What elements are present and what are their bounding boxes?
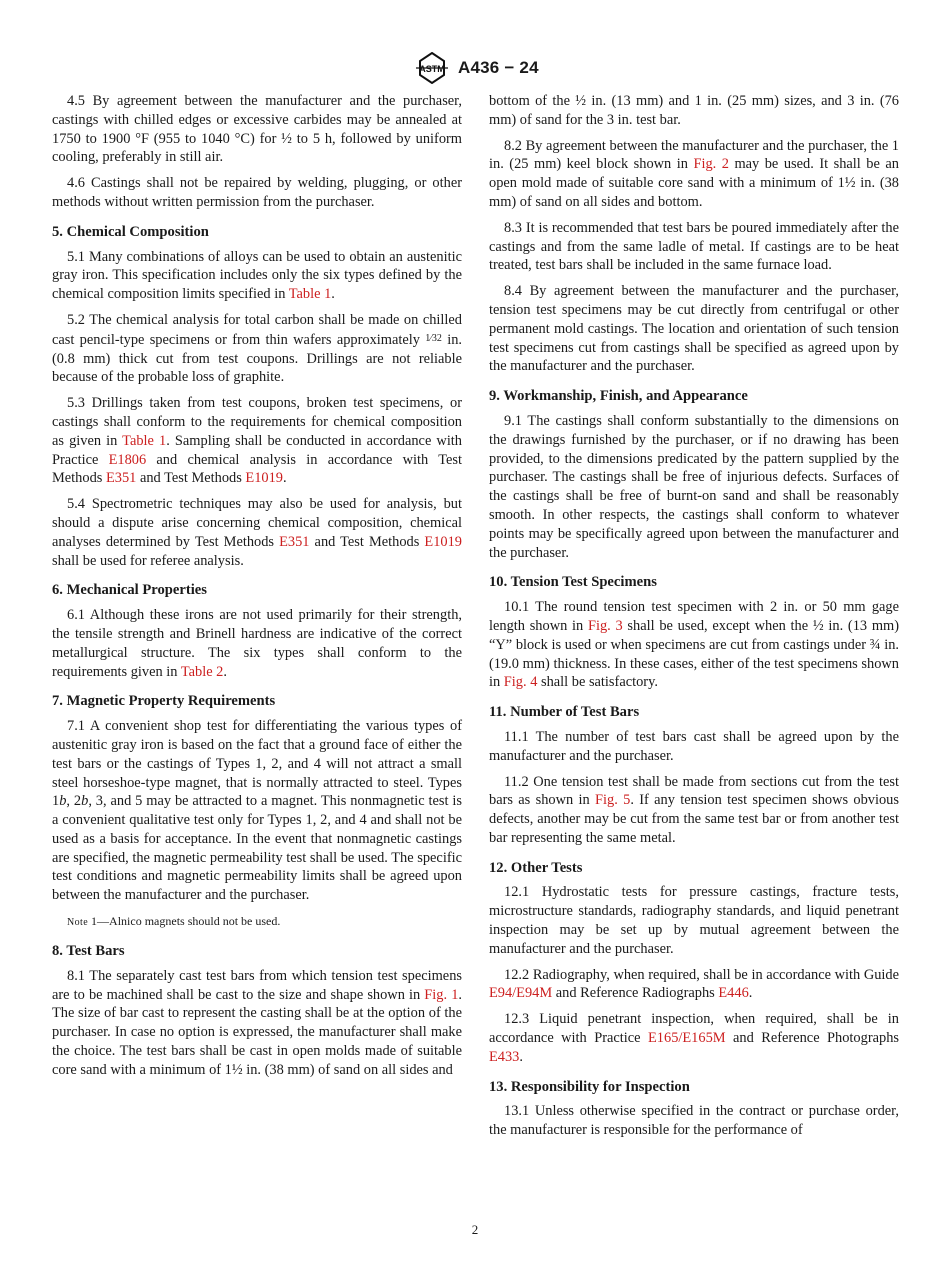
para-8-3: 8.3 It is recommended that test bars be poured immediately after the castings and from the same ladle of metal. If castings are to be heat treated, test bars shall be included in the same furnace load. — [489, 219, 899, 274]
para-9-1: 9.1 The castings shall conform substantially to the dimensions on the drawings furnished by the purchaser, or if no drawing has been provided, to the dimensions predicated by the pattern supplied by the purchaser. The castings shall be free of injurious defects. Surfaces of the castings shall be free of burnt-on sand and shall be reasonably smooth. In other respects, the castings shall conform to whatever points may be specifically agreed upon between the manufacturer and the purchaser. — [489, 412, 899, 561]
link-e433[interactable]: E433 — [489, 1048, 520, 1065]
link-e165[interactable]: E165/E165M — [648, 1030, 726, 1047]
para-8-1: 8.1 The separately cast test bars from which tension test specimens are to be machined shall be cast to the size and shape shown in Fig. 1. The size of bar cast to represent the casting shall be at the option of the purchaser. In case no option is expressed, the manufacturer shall make the choice. The test bars shall be cast in open molds made of suitable core sand with a minimum of 1½ in. (38 mm) of sand on all sides and — [52, 967, 462, 1078]
para-13-1: 13.1 Unless otherwise specified in the contract or purchase order, the manufacturer is responsible for the performance of — [489, 1103, 899, 1139]
link-fig-3[interactable]: Fig. 3 — [587, 617, 623, 634]
heading-responsibility-for-inspection: 13. Responsibility for Inspection — [489, 1078, 690, 1095]
para-5-3: 5.3 Drillings taken from test coupons, broken test specimens, or castings shall conform to the requirements for chemical composition as given in Table 1. Sampling shall be conducted in accordance with Practice E1806 and chemical analysis in accordance with Test Methods E351 and Test Methods E1019. — [52, 395, 463, 487]
para-11-2: 11.2 One tension test shall be made from sections cut from the test bars as shown in Fig. 5. If any tension test specimen shows obvious defects, another may be cut from the same test bar or from another test bar representing the same metal. — [489, 773, 899, 846]
heading-number-of-test-bars: 11. Number of Test Bars — [489, 704, 640, 721]
heading-test-bars: 8. Test Bars — [52, 943, 125, 960]
para-8-4: 8.4 By agreement between the manufacturer and the purchaser, tension test specimens may be cut directly from centrifugal or other permanent mold castings. The location and orientation of such tension test specimens cut from castings shall be specified as agreed upon by the manufacturer and the purchaser. — [489, 283, 899, 375]
link-fig-4[interactable]: Fig. 4 — [503, 674, 538, 691]
para-12-3: 12.3 Liquid penetrant inspection, when required, shall be in accordance with Practice E165/E165M and Reference Photographs E433. — [489, 1011, 899, 1065]
astm-logo-icon — [412, 52, 452, 84]
para-6-1: 6.1 Although these irons are not used primarily for their strength, the tensile strength and Brinell hardness are indicative of the correct metallurgical structure. The six types shall conform to the requirements given in Table 2. — [52, 607, 462, 680]
para-8-2: 8.2 By agreement between the manufacturer and the purchaser, the 1 in. (25 mm) keel block shown in Fig. 2 may be used. It shall be an open mold made of suitable core sand with a minimum of 1½ in. (38 mm) of sand on all sides and bottom. — [489, 137, 899, 210]
para-12-2: 12.2 Radiography, when required, shall be in accordance with Guide E94/E94M and Reference Radiographs E446. — [489, 966, 899, 1002]
para-4-6: 4.6 Castings shall not be repaired by welding, plugging, or other methods without written permission from the purchaser. — [52, 175, 462, 210]
link-table-1[interactable]: Table 1 — [288, 286, 332, 303]
heading-other-tests: 12. Other Tests — [489, 859, 583, 876]
link-e1806[interactable]: E1806 — [108, 451, 147, 468]
link-fig-2[interactable]: Fig. 2 — [693, 156, 729, 173]
link-fig-1[interactable]: Fig. 1 — [424, 986, 459, 1003]
para-12-1: 12.1 Hydrostatic tests for pressure castings, fracture tests, microstructure standards, radiography standards, and liquid penetrant inspection may be set up by mutual agreement between the manufacturer and the purchaser. — [489, 884, 899, 957]
link-e446[interactable]: E446 — [718, 985, 749, 1002]
note-1: Note 1—Alnico magnets should not be used. — [67, 914, 281, 929]
heading-workmanship: 9. Workmanship, Finish, and Appearance — [489, 388, 748, 405]
link-e1019[interactable]: E1019 — [245, 470, 283, 487]
link-table-2[interactable]: Table 2 — [180, 663, 224, 680]
heading-tension-test-specimens: 10. Tension Test Specimens — [489, 574, 657, 591]
para-10-1: 10.1 The round tension test specimen with 2 in. or 50 mm gage length shown in Fig. 3 shall be used, except when the ½ in. (13 mm) “Y” block is used or when specimens are cut from castings under ¾ in. (19.0 mm) thickness. In these cases, either of the test specimens shown in Fig. 4 shall be satisfactory. — [489, 599, 899, 691]
document-id: A436 − 24 — [458, 58, 539, 77]
link-e94[interactable]: E94/E94M — [489, 985, 553, 1002]
fraction: 1⁄32 — [425, 332, 442, 344]
page-header — [0, 52, 950, 86]
page-number: 2 — [471, 1222, 479, 1237]
para-5-2: 5.2 The chemical analysis for total carbon shall be made on chilled cast pencil-type specimens or from thin wafers approximately $^{1⁄32}$ in. (0.8 mm) thick cut from test coupons. Drillings are not reliable because of the probable loss of graphite. — [52, 311, 462, 386]
left-column — [52, 92, 462, 1087]
heading-chemical-composition: 5. Chemical Composition — [52, 223, 209, 240]
right-column — [489, 92, 899, 1147]
para-5-4: 5.4 Spectrometric techniques may also be used for analysis, but should a dispute arise concerning chemical composition, chemical analyses determined by Test Methods E351 and Test Methods E1019 shall be used for referee analysis. — [52, 496, 462, 569]
para-7-1: 7.1 A convenient shop test for differentiating the various types of austenitic gray iron is based on the fact that a ground face of either the test bars or the castings of Types 1, 2, and 4 will not attract a small steel horseshoe-type magnet, that is normally attracted to steel. Types 1b, 2b, 3, and 5 may be attracted to a magnet. This nonmagnetic test is a convenient qualitative test only for Types 1, 2, and 4 and shall not be used as a basis for acceptance. In the event that nonmagnetic castings are specified, the magnetic permeability test shall be used. The specific test conditions and magnetic permeability limits shall be agreed upon between the manufacturer and the purchaser. — [52, 718, 463, 904]
heading-mechanical-properties: 6. Mechanical Properties — [52, 582, 207, 599]
para-5-1: 5.1 Many combinations of alloys can be used to obtain an austenitic gray iron. This specification includes only the six types defined by the chemical composition limits specified in Table 1. — [52, 248, 462, 303]
link-table-1[interactable]: Table 1 — [122, 432, 167, 449]
link-fig-5[interactable]: Fig. 5 — [595, 792, 631, 809]
logo-text: ASTM — [419, 64, 445, 74]
link-e1019[interactable]: E1019 — [424, 533, 462, 550]
link-e351[interactable]: E351 — [105, 470, 137, 487]
para-11-1: 11.1 The number of test bars cast shall be agreed upon by the manufacturer and the purchaser. — [489, 728, 899, 764]
heading-magnetic-property: 7. Magnetic Property Requirements — [52, 693, 276, 710]
link-e351[interactable]: E351 — [279, 533, 310, 550]
para-4-5: 4.5 By agreement between the manufacturer and the purchaser, castings with chilled edges or excessive carbides may be annealed at 1750 to 1900 °F (955 to 1040 °C) for ½ to 5 h, followed by uniform cooling, preferably in still air. — [52, 93, 462, 166]
para-8-1-continued: bottom of the ½ in. (13 mm) and 1 in. (25 mm) sizes, and 3 in. (76 mm) of sand for the 3 in. test bar. — [489, 93, 899, 128]
